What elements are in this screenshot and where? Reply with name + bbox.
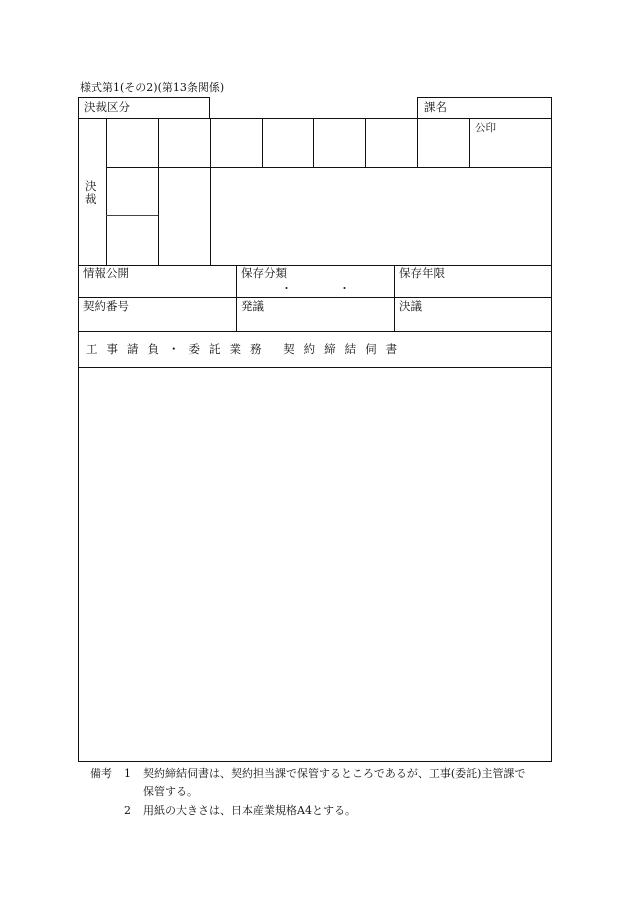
stamp-cell[interactable] (211, 119, 261, 166)
proposal-label: 発議 (241, 299, 264, 313)
kessai-label: 決裁 (85, 179, 97, 207)
section-name-box[interactable] (417, 97, 552, 119)
decision-category-box (78, 97, 210, 119)
remark-text: 保管する。 (143, 785, 198, 798)
remark-number: 2 (124, 804, 131, 817)
stamp-cell[interactable] (263, 119, 312, 166)
retention-class-dot: ・ (281, 282, 292, 295)
stamp-cell[interactable] (366, 119, 416, 166)
info-divider-1 (236, 265, 237, 332)
retention-class-dot: ・ (339, 282, 350, 295)
official-seal-label: 公印 (475, 122, 496, 134)
remarks-heading: 備考 (90, 767, 112, 780)
title-row-top-line (78, 331, 552, 332)
body-writing-area[interactable] (80, 369, 550, 760)
contract-number-label: 契約番号 (83, 299, 129, 313)
info-divider-2 (394, 265, 395, 332)
retention-class-label: 保存分類 (241, 266, 287, 280)
stamp-cell[interactable] (159, 119, 209, 166)
retention-period-label: 保存年限 (399, 266, 445, 280)
decision-label: 決議 (399, 299, 422, 313)
remark-text: 用紙の大きさは、日本産業規格A4とする。 (143, 804, 356, 817)
contract-row-top-line (78, 297, 552, 298)
info-row-top-line (78, 265, 552, 266)
official-seal-cell[interactable] (470, 119, 551, 166)
stamp-cell[interactable] (314, 119, 364, 166)
stamp-cell-inner-line (106, 215, 158, 216)
stamp-row-divider (106, 167, 552, 168)
decision-category-label: 決裁区分 (84, 100, 130, 114)
document-title: 工事請負・委託業務 契約締結伺書 (86, 342, 407, 356)
title-row-bottom-line (78, 367, 552, 368)
section-name-label: 課名 (424, 100, 447, 114)
form-number-label: 様式第1(その2)(第13条関係) (80, 81, 225, 94)
stamp-cell[interactable] (418, 119, 468, 166)
remark-text: 契約締結伺書は、契約担当課で保管するところであるが、工事(委託)主管課で (143, 767, 526, 780)
remark-number: 1 (124, 767, 131, 780)
stamp-cell[interactable] (107, 119, 157, 166)
disclosure-label: 情報公開 (83, 266, 129, 280)
